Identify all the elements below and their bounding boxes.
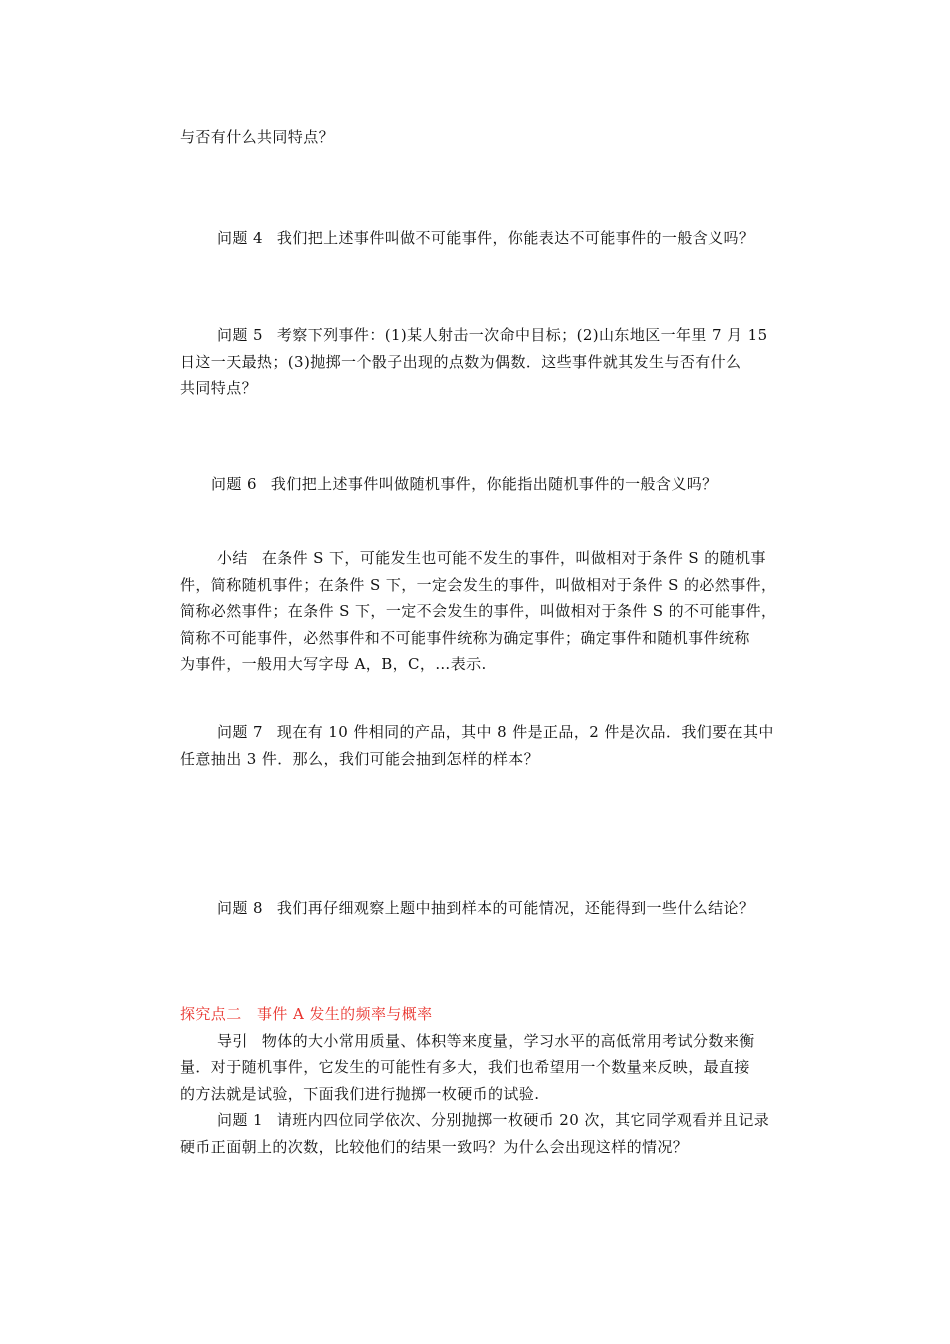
summary-line-4: 简称不可能事件，必然事件和不可能事件统称为确定事件；确定事件和随机事件统称 (180, 628, 750, 647)
summary-line-3: 简称必然事件；在条件 S 下，一定不会发生的事件，叫做相对于条件 S 的不可能事件， (180, 602, 777, 620)
question-7-label: 问题 7 (217, 723, 263, 741)
section-2-heading: 探究点二 事件 A 发生的频率与概率 (180, 1005, 433, 1023)
question-5-line-1: 考察下列事件：(1)某人射击一次命中目标；(2)山东地区一年里 7 月 15 (276, 326, 768, 344)
intro-line-1: 物体的大小常用质量、体积等来度量，学习水平的高低常用考试分数来衡 (261, 1031, 755, 1050)
intro-label: 导引 (217, 1031, 248, 1050)
section-2 (180, 1001, 812, 1160)
question-5 (180, 322, 812, 402)
summary-line-1: 在条件 S 下，可能发生也可能不发生的事件，叫做相对于条件 S 的随机事 (261, 549, 766, 567)
summary-label: 小结 (217, 549, 248, 567)
summary-line-5: 为事件，一般用大写字母 A，B，C，…表示. (180, 655, 487, 673)
question-6-text: 我们把上述事件叫做随机事件，你能指出随机事件的一般含义吗？ (270, 475, 718, 493)
question-8-label: 问题 8 (217, 899, 263, 917)
question-4 (180, 225, 812, 252)
question-4-text: 我们把上述事件叫做不可能事件，你能表达不可能事件的一般含义吗？ (276, 229, 755, 247)
question-6-label: 问题 6 (211, 475, 257, 493)
section-2-question-1-label: 问题 1 (217, 1111, 263, 1129)
paragraph-continuation (180, 124, 812, 151)
question-7-line-1: 现在有 10 件相同的产品，其中 8 件是正品，2 件是次品．我们要在其中 (276, 723, 774, 741)
question-8 (180, 895, 812, 922)
paragraph-continuation-text: 与否有什么共同特点？ (180, 128, 335, 146)
summary (180, 545, 812, 678)
section-2-question-1-line-1: 请班内四位同学依次、分别抛掷一枚硬币 20 次，其它同学观看并且记录 (276, 1111, 770, 1129)
question-8-text: 我们再仔细观察上题中抽到样本的可能情况，还能得到一些什么结论？ (276, 899, 755, 917)
question-6 (180, 471, 812, 498)
section-2-question-1-line-2: 硬币正面朝上的次数，比较他们的结果一致吗？为什么会出现这样的情况？ (180, 1137, 689, 1156)
question-5-line-2: 日这一天最热；(3)抛掷一个骰子出现的点数为偶数．这些事件就其发生与否有什么 (180, 352, 742, 371)
intro-line-3: 的方法就是试验，下面我们进行抛掷一枚硬币的试验. (180, 1084, 540, 1103)
summary-line-2: 件，简称随机事件；在条件 S 下，一定会发生的事件，叫做相对于条件 S 的必然事件， (180, 575, 777, 594)
intro-line-2: 量．对于随机事件，它发生的可能性有多大，我们也希望用一个数量来反映，最直接 (180, 1058, 750, 1076)
question-4-label: 问题 4 (217, 229, 263, 247)
question-5-label: 问题 5 (217, 326, 263, 344)
question-5-line-3: 共同特点？ (180, 379, 258, 397)
question-7 (180, 719, 812, 772)
question-7-line-2: 任意抽出 3 件．那么，我们可能会抽到怎样的样本？ (180, 749, 540, 768)
